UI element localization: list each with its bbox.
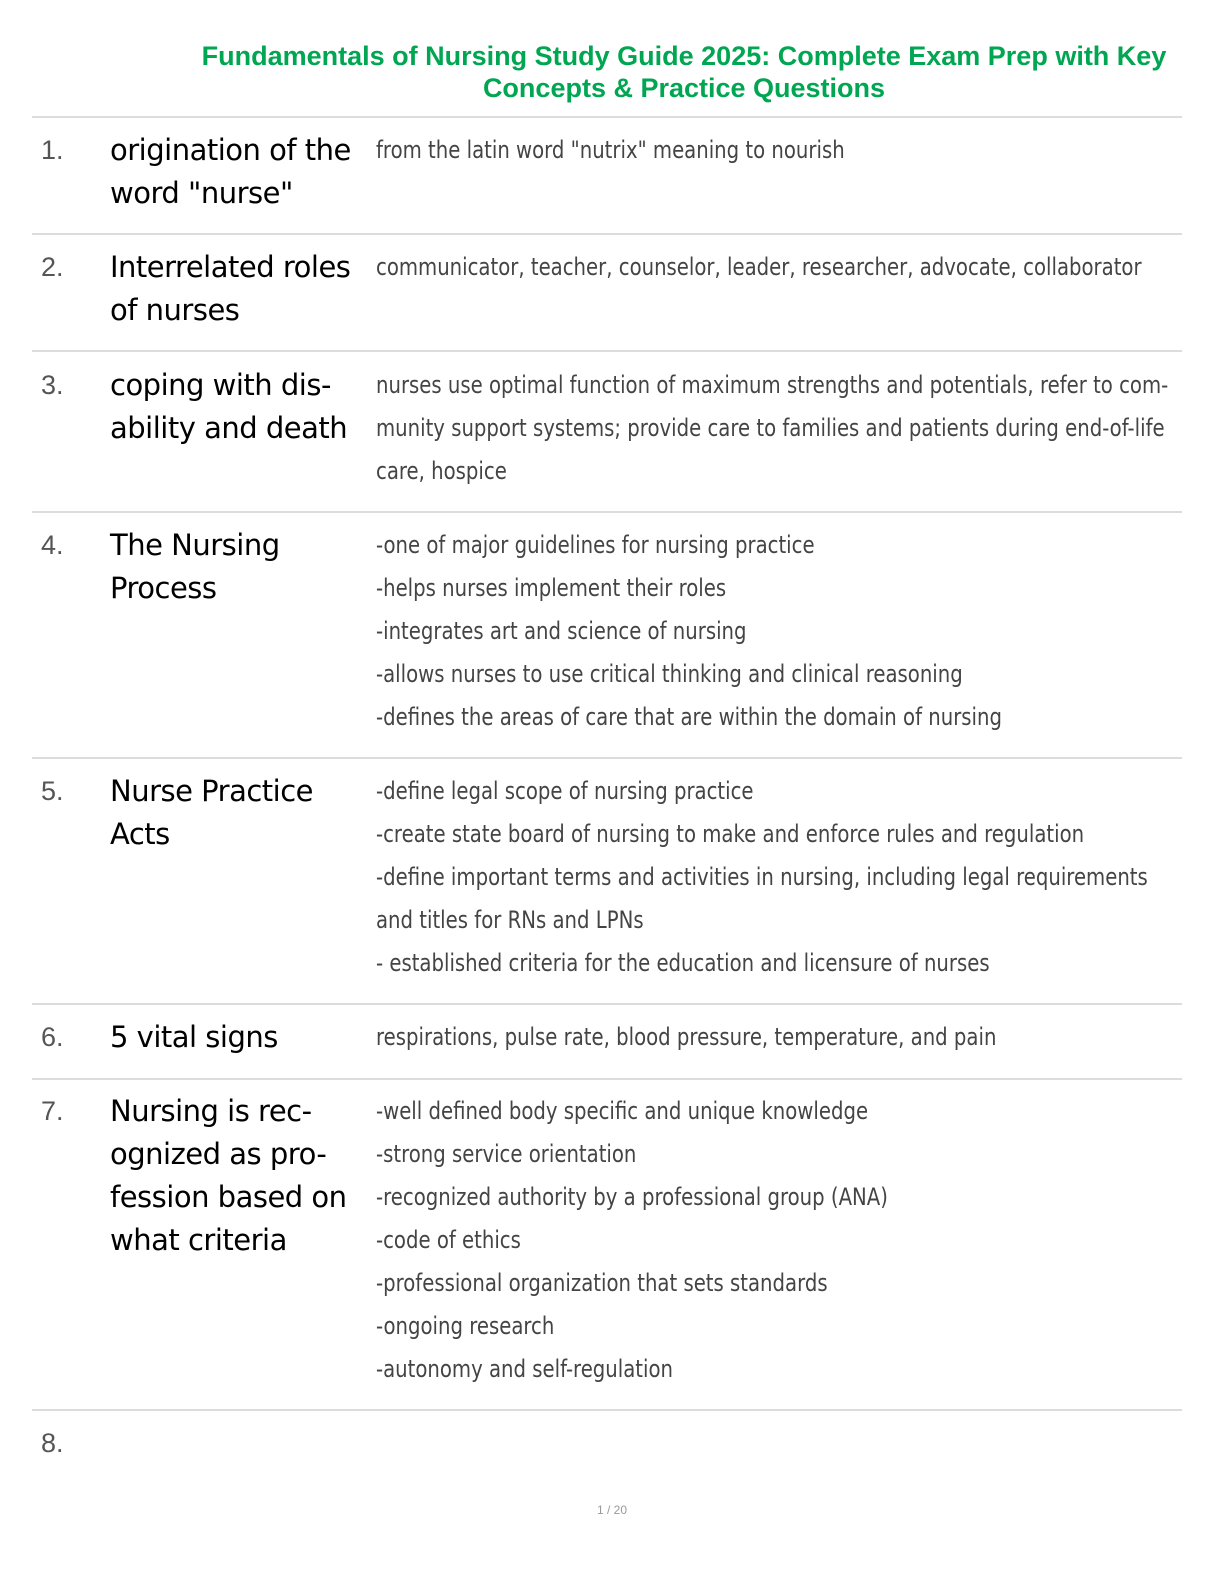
page-indicator: 1 / 20 — [596, 1503, 628, 1517]
definition-line: -autonomy and self-regulation — [376, 1355, 674, 1383]
term-line: coping with dis- — [110, 368, 331, 402]
card-term — [110, 770, 372, 856]
definition-line: -ongoing research — [376, 1312, 555, 1340]
card-definition — [376, 770, 1176, 985]
definition-line: respirations, pulse rate, blood pressure, temperature, and pain — [376, 1023, 997, 1051]
term-line: Acts — [110, 817, 170, 851]
card-number: 4. — [41, 530, 64, 560]
row-divider — [32, 350, 1182, 352]
term-line: ability and death — [110, 411, 348, 445]
card-number: 2. — [41, 252, 64, 282]
definition-line: -professional organization that sets standards — [376, 1269, 828, 1297]
row-divider — [32, 1003, 1182, 1005]
card-term — [110, 524, 372, 610]
card-definition — [376, 1090, 1176, 1391]
definition-line: munity support systems; provide care to families and patients during end-of-life — [376, 414, 1165, 442]
definition-line: -code of ethics — [376, 1226, 521, 1254]
term-line: of nurses — [110, 293, 240, 327]
definition-line: -helps nurses implement their roles — [376, 574, 727, 602]
definition-line: -well defined body specific and unique knowledge — [376, 1097, 869, 1125]
title-line-1: Fundamentals of Nursing Study Guide 2025: Complete Exam Prep with Key — [201, 41, 1167, 71]
card-term — [110, 1016, 372, 1059]
definition-line: -define legal scope of nursing practice — [376, 777, 754, 805]
definition-line: nurses use optimal function of maximum strengths and potentials, refer to com- — [376, 371, 1169, 399]
term-line: what criteria — [110, 1223, 287, 1257]
term-line: word "nurse" — [110, 176, 293, 210]
definition-line: -strong service orientation — [376, 1140, 637, 1168]
card-number: 5. — [41, 776, 64, 806]
definition-line: -create state board of nursing to make and enforce rules and regulation — [376, 820, 1085, 848]
term-line: 5 vital signs — [110, 1020, 278, 1054]
definition-line: -recognized authority by a professional group (ANA) — [376, 1183, 888, 1211]
card-number: 7. — [41, 1096, 64, 1126]
row-divider — [32, 1409, 1182, 1411]
card-definition — [376, 364, 1176, 493]
definition-line: and titles for RNs and LPNs — [376, 906, 644, 934]
term-line: origination of the — [110, 133, 351, 167]
definition-line: -defines the areas of care that are within the domain of nursing — [376, 703, 1002, 731]
card-number: 3. — [41, 370, 64, 400]
card-number: 6. — [41, 1022, 64, 1052]
term-line: ognized as pro- — [110, 1137, 327, 1171]
card-term — [110, 1090, 372, 1262]
row-divider — [32, 511, 1182, 513]
card-definition — [376, 524, 1176, 739]
card-definition — [376, 129, 1176, 172]
term-line: The Nursing — [110, 528, 280, 562]
card-number: 1. — [41, 135, 64, 165]
term-line: Nurse Practice — [110, 774, 313, 808]
term-line: Process — [110, 571, 217, 605]
row-divider — [32, 116, 1182, 118]
definition-line: from the latin word "nutrix" meaning to nourish — [376, 136, 845, 164]
card-definition — [376, 1016, 1176, 1059]
definition-line: communicator, teacher, counselor, leader, researcher, advocate, collaborator — [376, 253, 1142, 281]
term-line: Interrelated roles — [110, 250, 351, 284]
definition-line: -one of major guidelines for nursing practice — [376, 531, 815, 559]
title-line-2: Concepts & Practice Questions — [482, 73, 886, 103]
definition-line: - established criteria for the education and licensure of nurses — [376, 949, 990, 977]
card-definition — [376, 246, 1176, 289]
card-term — [110, 129, 372, 215]
card-number: 8. — [41, 1428, 64, 1458]
term-line: Nursing is rec- — [110, 1094, 312, 1128]
definition-line: -allows nurses to use critical thinking and clinical reasoning — [376, 660, 963, 688]
document-title — [150, 40, 1218, 104]
term-line: fession based on — [110, 1180, 347, 1214]
definition-line: -integrates art and science of nursing — [376, 617, 747, 645]
row-divider — [32, 1078, 1182, 1080]
row-divider — [32, 233, 1182, 235]
card-term — [110, 246, 372, 332]
row-divider — [32, 757, 1182, 759]
card-term — [110, 364, 372, 450]
definition-line: -define important terms and activities in nursing, including legal requirements — [376, 863, 1148, 891]
definition-line: care, hospice — [376, 457, 507, 485]
